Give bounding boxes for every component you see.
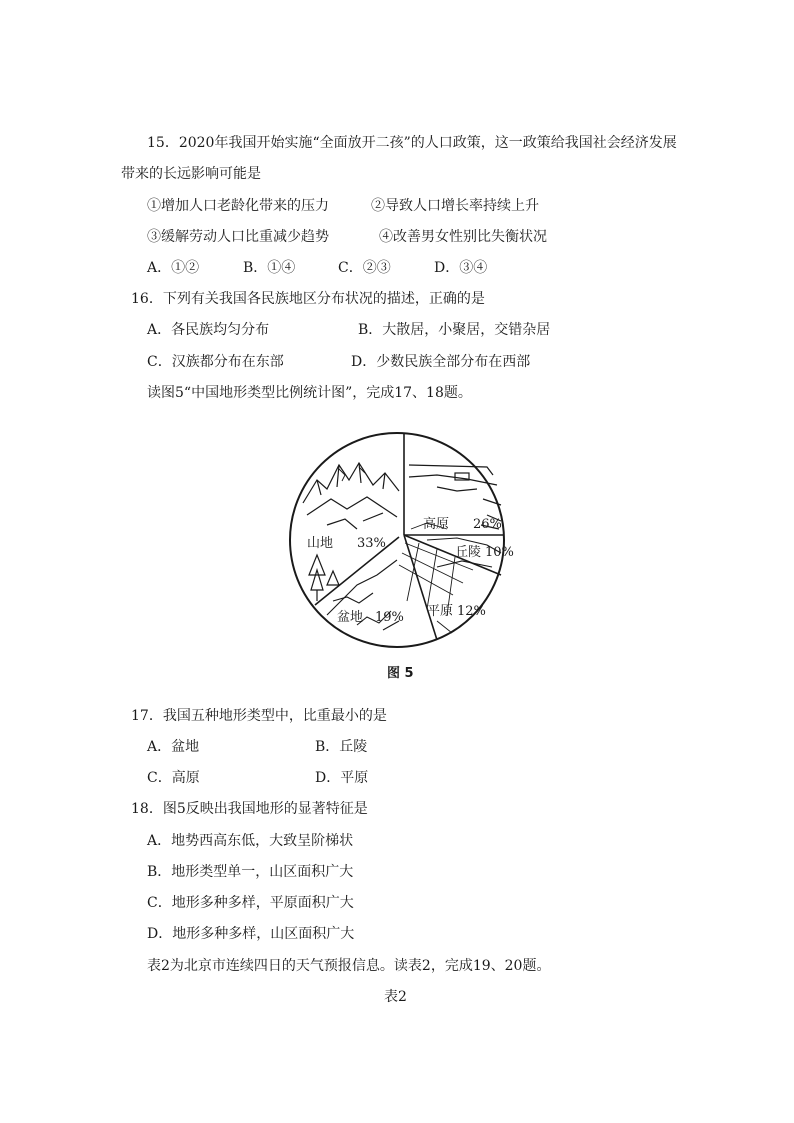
q15-option-c[interactable]: C．②③ (338, 260, 391, 276)
q17-option-c[interactable]: C．高原 (147, 770, 200, 786)
q15-item-1: ①增加人口老龄化带来的压力 (147, 198, 329, 214)
figure-intro: 读图5“中国地形类型比例统计图”，完成17、18题。 (147, 385, 472, 401)
q15-option-b[interactable]: B．①④ (243, 260, 296, 276)
q16-option-b[interactable]: B．大散居，小聚居，交错杂居 (358, 322, 551, 338)
value-basin: 19% (375, 610, 404, 625)
q15-item-3: ③缓解劳动人口比重减少趋势 (147, 229, 329, 245)
q17-option-b[interactable]: B．丘陵 (315, 739, 368, 755)
q15-item-2: ②导致人口增长率持续上升 (371, 198, 539, 214)
value-plateau: 26% (473, 517, 502, 532)
label-mountain: 山地 (307, 536, 334, 551)
q16-option-c[interactable]: C．汉族都分布在东部 (147, 354, 284, 370)
q18-stem: 18．图5反映出我国地形的显著特征是 (131, 801, 368, 817)
q18-option-c[interactable]: C．地形多种多样，平原面积广大 (147, 895, 354, 911)
label-basin: 盆地 (337, 610, 364, 625)
terrain-pie-figure (287, 425, 514, 687)
q16-stem: 16．下列有关我国各民族地区分布状况的描述，正确的是 (131, 291, 485, 307)
q16-option-a[interactable]: A．各民族均匀分布 (147, 322, 270, 338)
q15-item-4: ④改善男女性别比失衡状况 (379, 229, 547, 245)
table-caption: 表2 (384, 989, 407, 1005)
q16-option-d[interactable]: D．少数民族全部分布在西部 (351, 354, 531, 370)
q15-stem-line1: 15．2020年我国开始实施“全面放开二孩”的人口政策，这一政策给我国社会经济发展 (147, 135, 677, 151)
label-plain: 平原 (427, 604, 454, 619)
label-hill: 丘陵 (455, 545, 482, 560)
q18-option-b[interactable]: B．地形类型单一，山区面积广大 (147, 864, 354, 880)
q15-option-a[interactable]: A．①② (147, 260, 200, 276)
label-plateau: 高原 (423, 517, 450, 532)
value-hill: 10% (485, 545, 514, 560)
q15-stem-line2: 带来的长远影响可能是 (121, 166, 261, 182)
q17-option-a[interactable]: A．盆地 (147, 739, 200, 755)
value-mountain: 33% (357, 536, 386, 551)
q18-option-d[interactable]: D．地形多种多样，山区面积广大 (147, 926, 355, 942)
figure-caption: 图 5 (387, 666, 414, 681)
q15-option-d[interactable]: D．③④ (434, 260, 488, 276)
q18-option-a[interactable]: A．地势西高东低，大致呈阶梯状 (147, 833, 354, 849)
table-intro: 表2为北京市连续四日的天气预报信息。读表2，完成19、20题。 (147, 958, 551, 974)
q17-option-d[interactable]: D．平原 (315, 770, 369, 786)
value-plain: 12% (457, 604, 486, 619)
q17-stem: 17．我国五种地形类型中，比重最小的是 (131, 708, 387, 724)
